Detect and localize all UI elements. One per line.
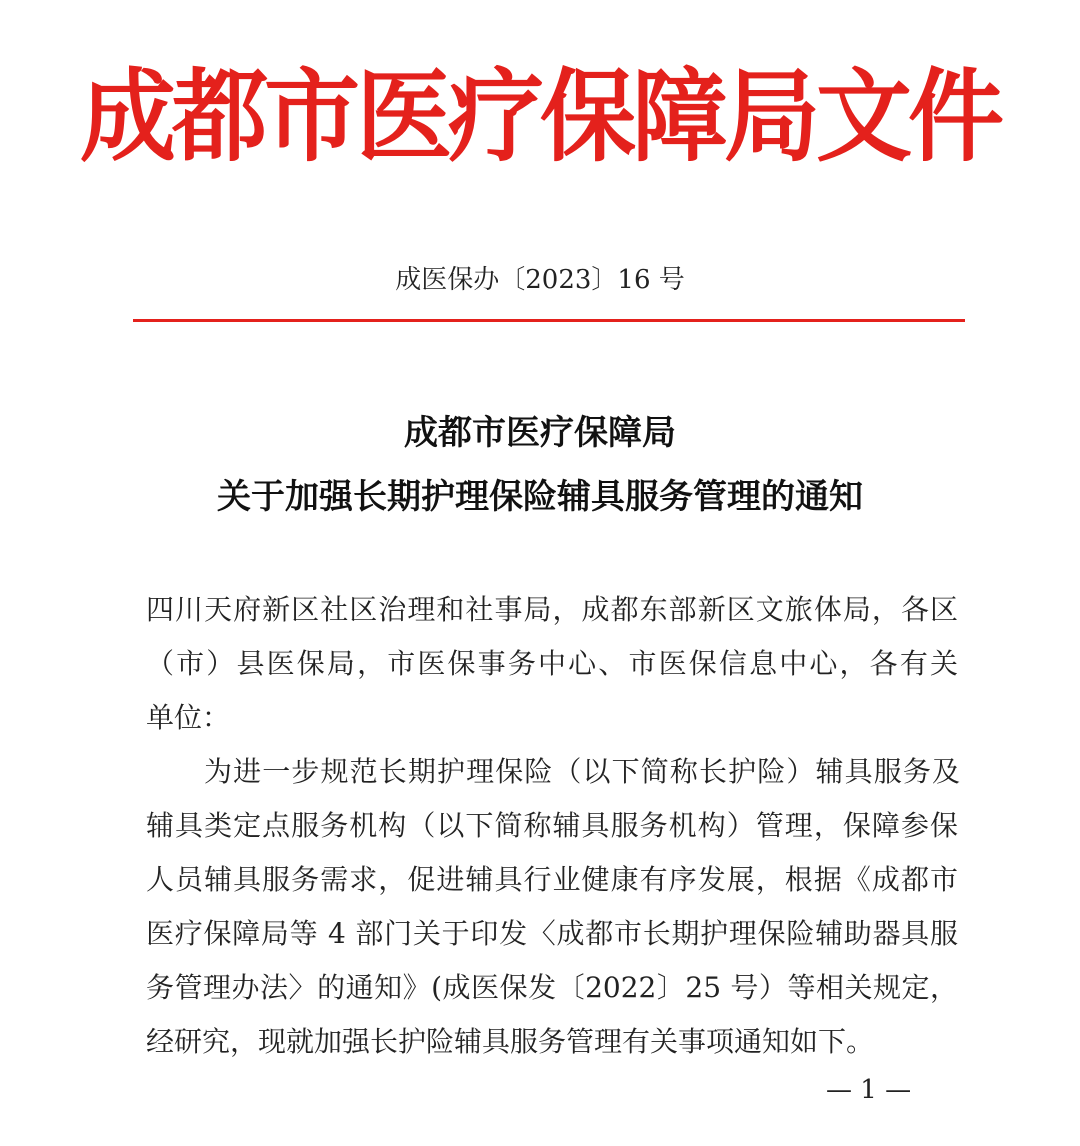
body-line: 务管理办法〉的通知》(成医保发〔2022〕25 号）等相关规定， [146,971,958,1004]
body-line: 单位： [146,701,231,734]
notice-title-line-2: 关于加强长期护理保险辅具服务管理的通知 [217,477,863,517]
body-line: （市）县医保局，市医保事务中心、市医保信息中心，各有关 [146,647,958,680]
masthead-title: 成都市医疗保障局文件 [80,57,1000,176]
body-line: 辅具类定点服务机构（以下简称辅具服务机构）管理，保障参保 [146,809,958,842]
body-line: 人员辅具服务需求，促进辅具行业健康有序发展，根据《成都市 [146,863,958,896]
body-line: 为进一步规范长期护理保险（以下简称长护险）辅具服务及 [204,755,960,788]
page-number: — 1 — [826,1075,912,1105]
body-line: 医疗保障局等 4 部门关于印发〈成都市长期护理保险辅助器具服 [146,917,958,950]
notice-title-line-1: 成都市医疗保障局 [404,413,676,453]
body-line: 经研究，现就加强长护险辅具服务管理有关事项通知如下。 [146,1025,875,1058]
body-line: 四川天府新区社区治理和社事局，成都东部新区文旅体局，各区 [146,593,958,626]
document-number: 成医保办〔2023〕16 号 [395,265,685,295]
red-divider-line [133,319,965,322]
